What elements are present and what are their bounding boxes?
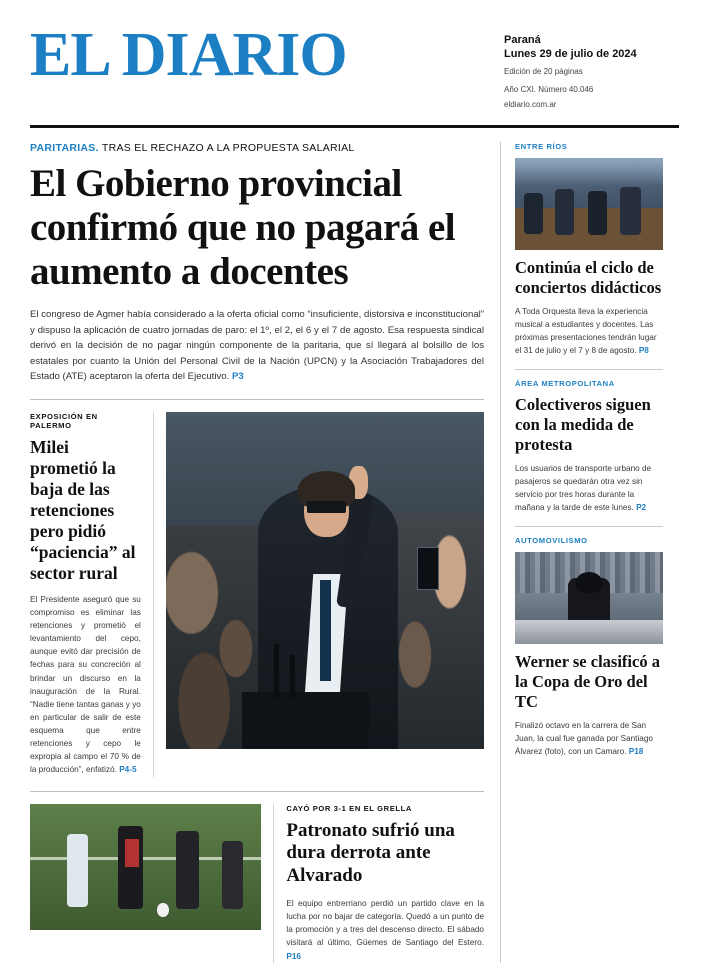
- phone-icon: [417, 547, 439, 591]
- sidebar-headline-entre-rios[interactable]: Continúa el ciclo de conciertos didácticos: [515, 258, 662, 297]
- sidebar-page-ref: P2: [636, 503, 647, 513]
- masthead: [30, 21, 679, 110]
- sidebar-body-text: A Toda Orquesta lleva la experiencia musical a estudiantes y docentes. Las próximas presentaciones tendrán lugar el 31 de julio y el 7 y 8 de agosto.: [515, 306, 657, 356]
- masthead-divider: [30, 125, 679, 128]
- stage-light: [515, 158, 663, 186]
- lead-kicker-bold: PARITARIAS.: [30, 142, 99, 155]
- sidebar-item-automovilismo: [515, 536, 663, 758]
- patronato-body: [286, 897, 484, 963]
- masthead-website[interactable]: eldiario.com.ar: [504, 100, 557, 110]
- patronato-headline[interactable]: Patronato sufrió una dura derrota ante Alvarado: [286, 819, 455, 887]
- lead-headline[interactable]: El Gobierno provincial confirmó que no pagará el aumento a docentes: [30, 162, 456, 293]
- helmet-icon: [576, 572, 603, 592]
- musician-figure: [524, 193, 543, 233]
- microphone-icon: [290, 655, 295, 699]
- milei-headline[interactable]: Milei prometió la baja de las retenciones pero pidió “paciencia” al sector rural: [30, 436, 136, 583]
- milei-text-column: [30, 412, 154, 777]
- lead-kicker-rest: TRAS EL RECHAZO A LA PROPUESTA SALARIAL: [101, 142, 355, 155]
- sidebar-headline-automovilismo[interactable]: Werner se clasificó a la Copa de Oro del TC: [515, 652, 660, 711]
- patronato-body-text: El equipo entrerriano perdió un partido clave en la lucha por no bajar de categoría. Quedó a un punto de la promoción y a tres del descenso directo. El sábado visitará al último, Güemes de Santiago del Estero.: [286, 899, 484, 948]
- player-figure: [67, 834, 88, 907]
- masthead-date: Lunes 29 de julio de 2024: [504, 48, 637, 60]
- masthead-year-number: Año CXI. Número 40.046: [504, 84, 594, 94]
- masthead-city: Paraná: [504, 34, 541, 46]
- masthead-edition: Edición de 20 páginas: [504, 67, 583, 76]
- newspaper-logo: EL DIARIO: [30, 21, 347, 89]
- sidebar: [500, 142, 663, 962]
- sidebar-body-text: Finalizó octavo en la carrera de San Juan, la cual fue ganada por Santiago Álvarez (foto), con un Camaro.: [515, 720, 653, 756]
- milei-photo-column: [154, 412, 484, 777]
- sidebar-body-text: Los usuarios de transporte urbano de pasajeros se quedarán otra vez sin servicio por tres horas durante la mañana y la tarde de este lunes.: [515, 463, 652, 513]
- lead-body-text: El congreso de Agmer había considerado a la oferta oficial como “insuficiente, distorsiva e inconstitucional” y dispuso la aplicación de cuatro jornadas de paro: el 1º, el 2, el 6 y el 7 de agosto. Esa respuesta sindical derivó en la decisión de no pagar ningún componente de la paritaria, que sí llegará al bolsillo de los estatales por cuanto la Unión del Personal Civil de la Nación (UPCN) y la Asociación Trabajadores del Estado (ATE) aceptaron la oferta del Ejecutivo.: [30, 309, 484, 383]
- milei-divider: [30, 791, 484, 792]
- sidebar-body-area-metropolitana: [515, 462, 663, 515]
- lead-body: [30, 307, 484, 385]
- sidebar-page-ref: P8: [638, 346, 649, 356]
- sidebar-divider: [515, 369, 663, 370]
- race-car: [515, 620, 663, 644]
- werner-tc-photo: [515, 552, 663, 644]
- milei-speech-photo: [166, 412, 484, 749]
- sidebar-body-entre-rios: [515, 305, 663, 358]
- podium: [242, 692, 369, 749]
- milei-section-label: EXPOSICIÓN EN PALERMO: [30, 411, 98, 430]
- sidebar-label-area-metropolitana: ÁREA METROPOLITANA: [515, 379, 615, 389]
- player-figure: [176, 831, 199, 909]
- sidebar-item-area-metropolitana: [515, 379, 663, 514]
- lead-divider: [30, 399, 484, 400]
- player-figure: [222, 841, 243, 909]
- concierto-didactico-photo: [515, 158, 663, 250]
- milei-body-text: El Presidente aseguró que su compromiso es eliminar las retenciones y prometió el levantamiento del cepo, aunque evitó dar precisión de fechas para su concreción al brindar un discurso en la inauguración de la Rural. “Nadie tiene tantas ganas y yo en particular de salir de este esquema que entre retenciones y cepo le expropia al campo el 70 % de la producción”, enfatizó.: [30, 594, 141, 775]
- milei-page-ref: P4-5: [119, 765, 137, 775]
- soccer-ball-icon: [157, 903, 169, 917]
- milei-article: [30, 412, 484, 777]
- musician-figure: [555, 189, 574, 235]
- player-jersey-stripe: [125, 839, 139, 867]
- sidebar-label-automovilismo: AUTOMOVILISMO: [515, 536, 588, 546]
- patronato-page-ref: P16: [286, 951, 301, 961]
- page-columns: [30, 142, 679, 962]
- milei-body: [30, 593, 141, 777]
- sidebar-headline-area-metropolitana[interactable]: Colectiveros siguen con la medida de protesta: [515, 395, 651, 454]
- speaker-tie: [320, 580, 331, 681]
- lead-page-ref: P3: [231, 371, 244, 383]
- musician-figure: [588, 191, 607, 234]
- sidebar-body-automovilismo: [515, 719, 663, 758]
- glasses-icon: [307, 501, 345, 512]
- musician-figure: [620, 187, 641, 235]
- patronato-match-photo: [30, 804, 261, 930]
- sidebar-label-entre-rios: ENTRE RÍOS: [515, 142, 568, 152]
- main-column: [30, 142, 500, 962]
- patronato-section-label: CAYÓ POR 3-1 EN EL GRELLA: [286, 803, 412, 813]
- sidebar-item-entre-rios: [515, 142, 663, 357]
- sidebar-divider: [515, 526, 663, 527]
- sidebar-page-ref: P18: [628, 746, 644, 756]
- lead-kicker: [30, 142, 484, 154]
- microphone-icon: [274, 644, 279, 698]
- masthead-info: [504, 26, 679, 109]
